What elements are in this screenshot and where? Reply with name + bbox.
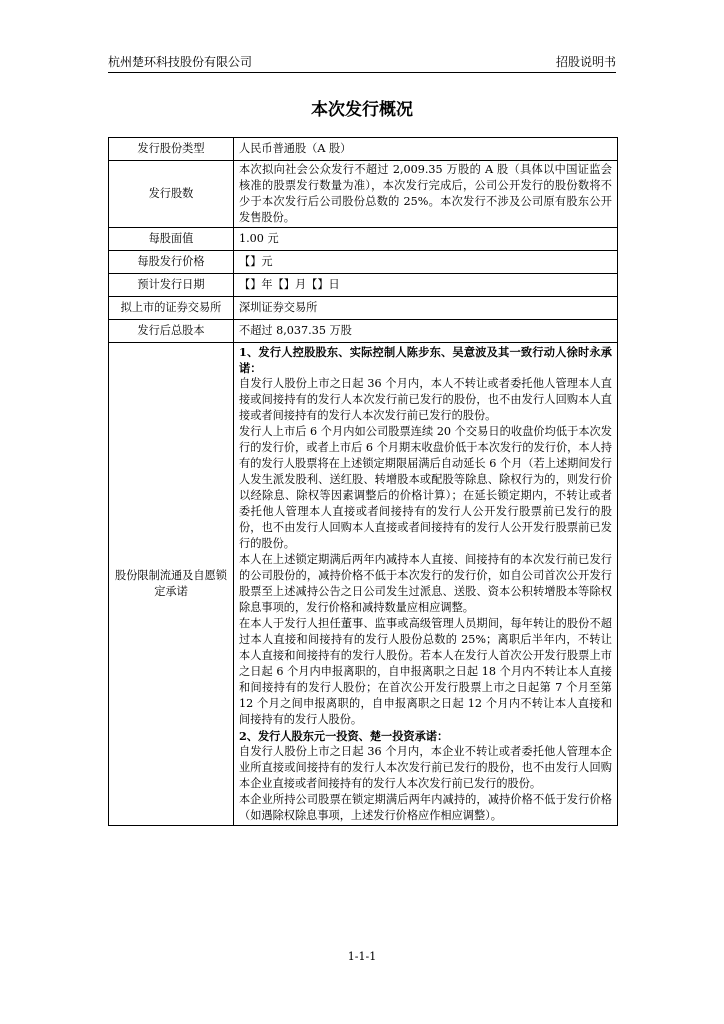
row-label: 发行后总股本 [109, 320, 234, 343]
row-label: 预计发行日期 [109, 274, 234, 297]
lockup-label: 股份限制流通及自愿锁定承诺 [109, 343, 234, 826]
row-value: 深圳证券交易所 [234, 297, 618, 320]
page-header [108, 50, 616, 73]
row-value: 1.00 元 [234, 228, 618, 251]
table-row [109, 228, 618, 251]
row-label: 发行股数 [109, 161, 234, 228]
page-title: 本次发行概况 [311, 100, 413, 120]
commitment-paragraph: 自发行人股份上市之日起 36 个月内，本企业不转让或者委托他人管理本企业所直接或间接持有的发行人本次发行前已发行的股份，也不由发行人回购本企业直接或者间接持有的发行人本次发行前已发行的股份。 [239, 745, 612, 790]
table-row [109, 320, 618, 343]
table-row [109, 251, 618, 274]
row-label: 发行股份类型 [109, 138, 234, 161]
row-value: 本次拟向社会公众发行不超过 2,009.35 万股的 A 股（具体以中国证监会核准的股票发行数量为准），本次发行完成后，公司公开发行的股份数将不少于本次发行后公司股份总数的 25%。本次发行不涉及公司原有股东公开发售股份。 [234, 161, 618, 228]
offering-summary-table [108, 137, 618, 826]
table-row [109, 138, 618, 161]
lockup-row [109, 343, 618, 826]
row-label: 每股发行价格 [109, 251, 234, 274]
commitment-heading: 2、发行人股东元一投资、楚一投资承诺： [239, 729, 449, 743]
commitment-paragraph: 本企业所持公司股票在锁定期满后两年内减持的，减持价格不低于发行价格（如遇除权除息事项，上述发行价格应作相应调整）。 [239, 793, 612, 822]
row-value: 不超过 8,037.35 万股 [234, 320, 618, 343]
row-label: 拟上市的证券交易所 [109, 297, 234, 320]
table-row [109, 161, 618, 228]
table-row [109, 297, 618, 320]
table-row [109, 274, 618, 297]
lockup-commitments [234, 343, 618, 826]
commitment-paragraph: 发行人上市后 6 个月内如公司股票连续 20 个交易日的收盘价均低于本次发行的发行价，或者上市后 6 个月期末收盘价低于本次发行的发行价，本人持有的发行人股票将在上述锁定期限届满后自动延长 6 个月（若上述期间发行人发生派发股利、送红股、转增股本或配股等除息、除权行为的，则发行价以经除息、除权等因素调整后的价格计算）；在延长锁定期内，不转让或者委托他人管理本人直接或者间接持有的发行人公开发行股票前已发行的股份，也不由发行人回购本人直接或者间接持有的发行人公开发行股票前已发行的股份。 [239, 425, 612, 550]
page-number: 1-1-1 [347, 950, 377, 963]
row-label: 每股面值 [109, 228, 234, 251]
commitment-paragraph: 自发行人股份上市之日起 36 个月内，本人不转让或者委托他人管理本人直接或间接持有的发行人本次发行前已发行的股份，也不由发行人回购本人直接或者间接持有的发行人本次发行前已发行的股份。 [239, 377, 612, 422]
header-doc-type: 招股说明书 [555, 55, 616, 69]
row-value: 【】元 [234, 251, 618, 274]
row-value: 【】年【】月【】日 [234, 274, 618, 297]
row-value: 人民币普通股（A 股） [234, 138, 618, 161]
commitment-heading: 1、发行人控股股东、实际控制人陈步东、吴意波及其一致行动人徐时永承诺： [239, 345, 612, 375]
commitment-paragraph: 本人在上述锁定期满后两年内减持本人直接、间接持有的本次发行前已发行的公司股份的，减持价格不低于本次发行的发行价，如自公司首次公开发行股票至上述减持公告之日公司发生过派息、送股、资本公积转增股本等除权除息事项的，发行价格和减持数量应相应调整。 [239, 553, 612, 614]
header-company: 杭州楚环科技股份有限公司 [108, 55, 253, 69]
commitment-paragraph: 在本人于发行人担任董事、监事或高级管理人员期间，每年转让的股份不超过本人直接和间接持有的发行人股份总数的 25%；离职后半年内，不转让本人直接和间接持有的发行人股份。若本人在发行人首次公开发行股票上市之日起 6 个月内申报离职的，自申报离职之日起 18 个月内不转让本人直接和间接持有的发行人股份；在首次公开发行股票上市之日起第 7 个月至第 12 个月之间申报离职的，自申报离职之日起 12 个月内不转让本人直接和间接持有的发行人股份。 [239, 617, 612, 726]
